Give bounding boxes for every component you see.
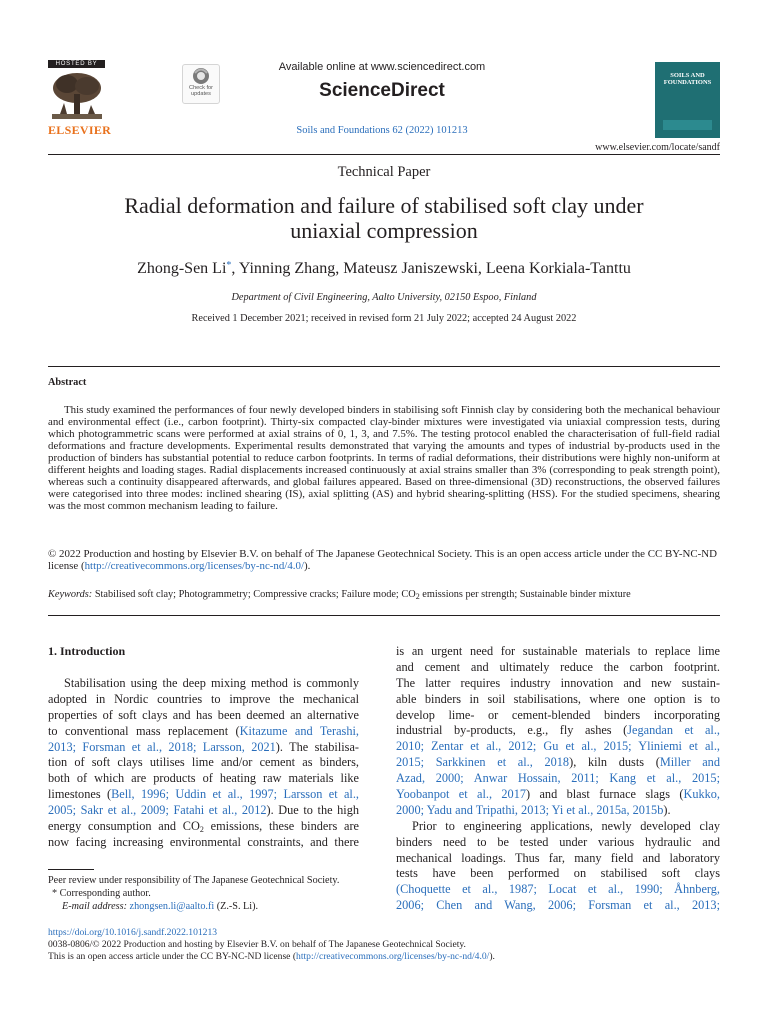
- citation-link[interactable]: 2006; Chen and Wang, 2006; Forsman et al., 2013;: [396, 898, 720, 913]
- text-line: [48, 740, 359, 756]
- citation-link[interactable]: 2013; Forsman et al., 2018; Larsson, 2021: [48, 739, 276, 754]
- citation-link[interactable]: Jegandan et al.,: [627, 723, 720, 738]
- author-list: Zhong-Sen Li*, Yinning Zhang, Mateusz Janiszewski, Leena Korkiala-Tanttu: [137, 260, 631, 277]
- citation-link[interactable]: Miller and: [659, 755, 720, 770]
- text-line: [396, 644, 720, 660]
- check-updates-icon: [192, 67, 210, 85]
- text-line: [48, 676, 359, 692]
- citation-link[interactable]: 2010; Zentar et al., 2012; Gu et al., 2015; Yliniemi et al.,: [396, 739, 720, 754]
- text-run: tion of soft clays utilises lime and/or cement as binders,: [48, 755, 359, 770]
- journal-reference: Soils and Foundations 62 (2022) 101213: [296, 125, 468, 136]
- text-line: [396, 851, 720, 867]
- author-name[interactable]: Leena Korkiala-Tanttu: [485, 260, 631, 277]
- email-label: E-mail address:: [62, 901, 127, 912]
- keywords-text-rest: emissions per strength; Sustainable binder mixture: [419, 589, 631, 600]
- text-run: The latter requires industry innovation and new sustain-: [396, 675, 720, 690]
- author-name[interactable]: Mateusz Janiszewski: [343, 260, 478, 277]
- section-heading-introduction: 1. Introduction: [48, 644, 126, 658]
- corresponding-author-note: * Corresponding author.: [52, 888, 151, 899]
- text-line: [396, 771, 720, 787]
- text-run: binders need to be tested under various hydraulic and: [396, 834, 720, 849]
- text-run: and cement and ultimately reduce the carbon footprint.: [396, 659, 720, 674]
- text-line: [396, 755, 720, 771]
- keywords-subscript: 2: [415, 592, 420, 601]
- check-updates-line1: Check for: [189, 85, 213, 91]
- text-line: [48, 771, 359, 787]
- keywords-text: Stabilised soft clay; Photogrammetry; Compressive cracks; Failure mode; CO: [94, 589, 416, 600]
- text-run: both of which are products of heating raw materials like: [48, 771, 359, 786]
- issn-line: 0038-0806/© 2022 Production and hosting by Elsevier B.V. on behalf of The Japanese Geotechnical Society.: [48, 939, 466, 950]
- text-line: [396, 866, 720, 882]
- text-run: emissions, these binders are: [203, 819, 359, 834]
- article-title: [48, 193, 720, 243]
- text-run: limestones (: [48, 787, 112, 802]
- available-online: Available online at www.sciencedirect.com: [278, 61, 486, 73]
- footer-license-link[interactable]: http://creativecommons.org/licenses/by-nc-nd/4.0/: [296, 951, 490, 962]
- footer-license-suffix: ).: [489, 951, 495, 962]
- text-run: able binders in soil stabilisations, where one option is to: [396, 691, 720, 706]
- footnotes: [48, 874, 368, 913]
- text-line: [48, 708, 359, 724]
- sciencedirect-logo: ScienceDirect: [319, 80, 445, 101]
- text-line: [396, 708, 720, 724]
- license-link[interactable]: http://creativecommons.org/licenses/by-nc-nd/4.0/: [84, 560, 304, 573]
- footer-license-text: This is an open access article under the CC BY-NC-ND license (: [48, 951, 297, 962]
- article-type: Technical Paper: [337, 164, 431, 180]
- text-run: ), kiln dusts (: [569, 755, 660, 770]
- text-line: [48, 692, 359, 708]
- copyright-suffix: ).: [303, 560, 311, 573]
- text-run: Prior to engineering applications, newly developed clay: [412, 818, 720, 833]
- text-line: [396, 835, 720, 851]
- text-line: [48, 724, 359, 740]
- email-link[interactable]: zhongsen.li@aalto.fi: [129, 901, 215, 912]
- abstract-body: This study examined the performances of four newly developed binders in stabilising soft Finnish clay by considering both the mechanical behaviour and environmental effect (i.e., carbon footprint). Thirty-six compacted clay-binder mixtures were investigated via uniaxial compression tests, during which photogrammetric scans were performed at axial strains of 0, 1, 3, and 7.5%. The testing protocol enabled the characterisation of full-field radial deformations and fracture developments. Experimental results demonstrated that varying the amounts and types of industrial by-products used in the production of binders has substantial potential to reduce carbon footprints. In terms of radial deformations, their distributions were highly non-uniform at different heights and loading stages. Radial displacements increased continuously at axial strains smaller than 3% (corresponding to peak strength point), whereas such a continuity disappeared afterwards, and global failures appeared. Based on three-dimensional (3D) reconstructions, the observed failures were categorised into three modes: inclined shearing (IS), axial splitting (AS) and hybrid shearing-splitting (HSS). For the studied specimens, shearing was the most common mechanism leading to failure.: [48, 404, 720, 513]
- text-run: adopted in Nordic countries to improve the mechanical: [48, 691, 359, 706]
- text-line: [396, 660, 720, 676]
- text-line: [396, 882, 720, 898]
- author-name[interactable]: Yinning Zhang: [238, 260, 336, 277]
- text-run: ). Due to the high: [266, 803, 359, 818]
- text-line: [396, 819, 720, 835]
- text-line: [48, 819, 359, 835]
- citation-link[interactable]: Yoobanpot et al., 2017: [396, 787, 526, 802]
- email-note: [48, 900, 368, 913]
- corresponding-author-mark[interactable]: *: [226, 260, 232, 271]
- author-name[interactable]: Zhong-Sen Li: [137, 260, 227, 277]
- elsevier-logo: [48, 60, 112, 140]
- text-run: properties of soft clays and has been deemed an alternative: [48, 707, 359, 722]
- email-suffix: (Z.-S. Li).: [216, 901, 259, 912]
- citation-link[interactable]: 2005; Sakr et al., 2009; Fatahi et al., 2012: [48, 803, 267, 818]
- keywords-label: Keywords:: [48, 589, 93, 600]
- text-line: [396, 803, 720, 819]
- journal-url-link[interactable]: www.elsevier.com/locate/sandf: [595, 142, 720, 153]
- copyright-text: © 2022 Production and hosting by Elsevier B.V. on behalf of The Japanese Geotechnical Society. This is an open access article under the CC BY-NC-ND license (: [48, 548, 718, 573]
- text-line: [48, 755, 359, 771]
- keywords: [48, 589, 720, 600]
- text-run: industrial by-products, e.g., fly ashes (: [396, 723, 628, 738]
- text-run: energy consumption and CO: [48, 819, 200, 834]
- received-dates: Received 1 December 2021; received in revised form 21 July 2022; accepted 24 August 2022: [191, 313, 577, 324]
- text-run: Stabilisation using the deep mixing method is commonly: [64, 676, 359, 690]
- text-line: [396, 898, 720, 914]
- citation-link[interactable]: Bell, 1996; Uddin et al., 1997; Larsson et al.,: [111, 787, 359, 802]
- text-run: ). The stabilisa-: [275, 739, 359, 754]
- text-line: [396, 739, 720, 755]
- text-line: [396, 787, 720, 803]
- citation-link[interactable]: Kitazume and Terashi,: [239, 723, 359, 738]
- journal-cover-title: SOILS AND FOUNDATIONS: [663, 72, 712, 86]
- citation-link[interactable]: (Choquette et al., 1987; Locat et al., 1990; Åhnberg,: [396, 882, 720, 897]
- title-line-2: uniaxial compression: [290, 218, 478, 243]
- hosted-by-label: HOSTED BY: [48, 60, 105, 68]
- abstract-text: [48, 404, 720, 512]
- footnote-rule: [48, 869, 94, 870]
- elsevier-wordmark: ELSEVIER: [48, 123, 112, 137]
- abstract-top-rule: [48, 366, 720, 367]
- doi-link[interactable]: https://doi.org/10.1016/j.sandf.2022.101213: [48, 927, 218, 938]
- text-run: tests have been performed on stabilised soft clays: [396, 866, 720, 881]
- text-line: [396, 676, 720, 692]
- text-line: [396, 723, 720, 739]
- page-footer: [48, 927, 720, 963]
- peer-review-note: Peer review under responsibility of The Japanese Geotechnical Society.: [48, 875, 340, 886]
- text-run: now facing increasing environmental constraints, and there: [48, 834, 359, 849]
- citation-link[interactable]: Kukko,: [683, 787, 720, 802]
- header-rule: [48, 154, 720, 155]
- elsevier-tree-icon: [48, 70, 106, 122]
- check-for-updates-button[interactable]: [182, 64, 220, 104]
- text-run: ).: [663, 802, 671, 817]
- citation-link[interactable]: 2015; Sarkkinen et al., 2018: [396, 755, 570, 770]
- abstract-heading: Abstract: [48, 377, 87, 388]
- intro-left-column: [48, 676, 359, 851]
- check-updates-line2: updates: [191, 91, 211, 97]
- text-run: to conventional mass replacement (: [48, 723, 240, 738]
- text-line: [48, 835, 359, 851]
- citation-link[interactable]: 2000; Yadu and Tripathi, 2013; Yi et al., 2015a, 2015b: [396, 802, 664, 817]
- affiliation: Department of Civil Engineering, Aalto University, 02150 Espoo, Finland: [231, 292, 537, 303]
- text-run: mechanical loadings. Thus far, many field and laboratory: [396, 850, 720, 865]
- footer-license-line: [48, 951, 720, 963]
- text-line: [48, 787, 359, 803]
- text-run: develop lime- or cement-blended binders incorporating: [396, 707, 720, 722]
- citation-link[interactable]: Azad, 2000; Anwar Hossain, 2011; Kang et al., 2015;: [396, 771, 720, 786]
- text-line: [396, 692, 720, 708]
- title-line-1: Radial deformation and failure of stabilised soft clay under: [124, 193, 644, 218]
- abstract-copyright: [48, 548, 720, 572]
- text-run: is an urgent need for sustainable materials to replace lime: [396, 644, 720, 658]
- text-run: ) and blast furnace slags (: [526, 787, 684, 802]
- intro-right-column: [396, 644, 720, 914]
- journal-cover: [655, 62, 720, 138]
- text-line: [48, 803, 359, 819]
- abstract-bottom-rule: [48, 615, 720, 616]
- subscript: 2: [199, 825, 204, 835]
